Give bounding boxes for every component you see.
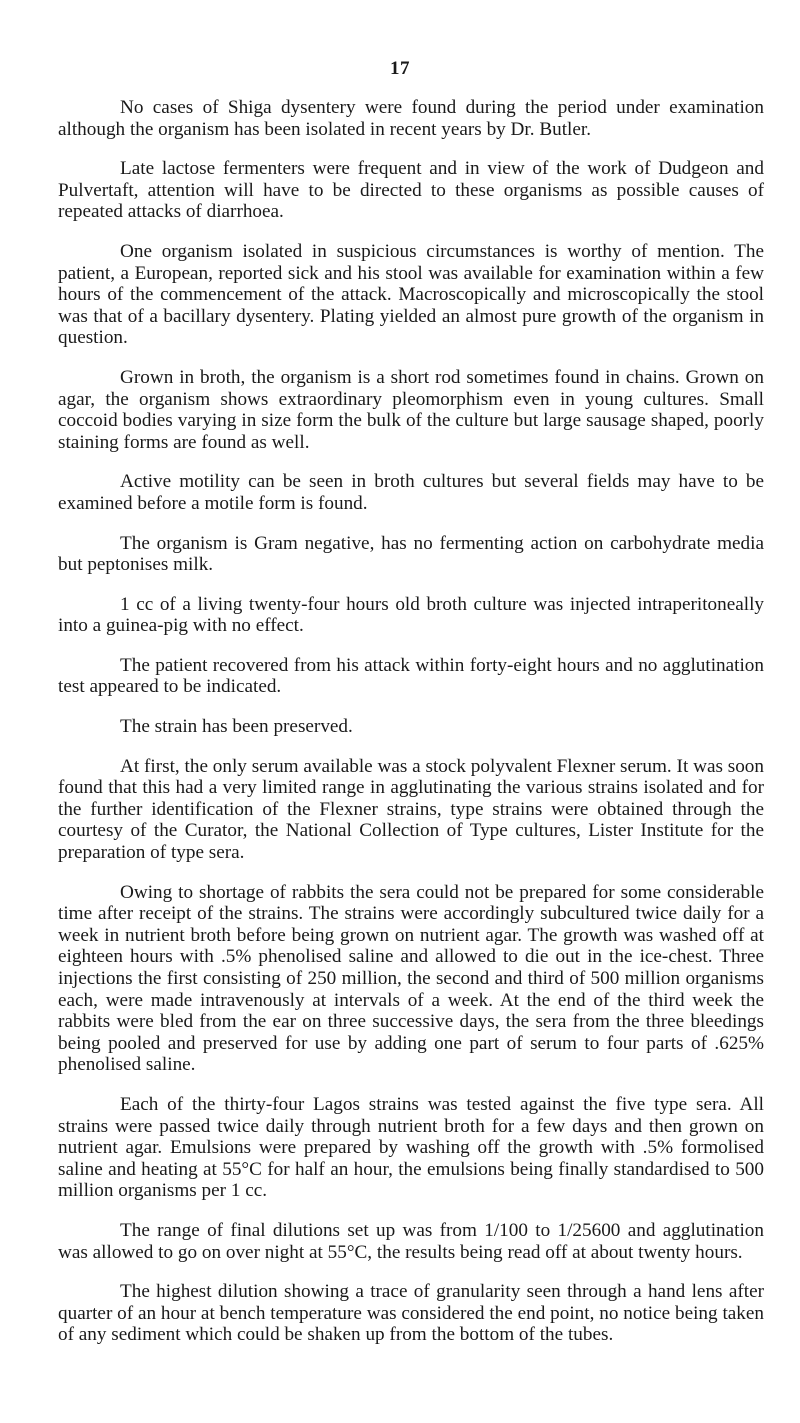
paragraph-strain-preserved: The strain has been preserved. xyxy=(120,716,353,738)
paragraph-dilution-range: The range of final dilutions set up was from 1/100 to 1/25600 and agglutination was allowed to go on over night at 55°C, the results being read off at about twenty hours. xyxy=(58,1219,764,1263)
paragraph-rabbit-sera-preparation: Owing to shortage of rabbits the sera could not be prepared for some considerable time after receipt of the strains. The strains were accordingly subcultured twice daily for a week in nutrient broth before being grown on nutrient agar. The growth was washed off at eighteen hours with .5% phenolised saline and allowed to die out in the ice-chest. Three injections the first consisting of 250 million, the second and third of 500 million organisms each, were made intravenously at intervals of a week. At the end of the third week the rabbits were bled from the ear on three successive days, the sera from the three bleedings being pooled and preserved for use by adding one part of serum to four parts of .625% phenolised saline. xyxy=(58,881,764,1076)
paragraph-broth-and-agar-growth: Grown in broth, the organism is a short rod sometimes found in chains. Grown on agar, the organism shows extraordinary pleomorphism even in young cultures. Small coccoid bodies varying in size form the bulk of the culture but large sausage shaped, poorly staining forms are found as well. xyxy=(58,366,764,453)
paragraph-suspicious-organism: One organism isolated in suspicious circumstances is worthy of mention. The patient, a European, reported sick and his stool was available for examination within a few hours of the commencement of the attack. Macroscopically and microscopically the stool was that of a bacillary dysentery. Plating yielded an almost pure growth of the organism in question. xyxy=(58,240,764,349)
paragraph-gram-negative: The organism is Gram negative, has no fermenting action on carbohydrate media but peptonises milk. xyxy=(58,532,764,576)
paragraph-motility: Active motility can be seen in broth cultures but several fields may have to be examined before a motile form is found. xyxy=(58,471,764,514)
page-number: 17 xyxy=(390,58,410,79)
paragraph-flexner-serum: At first, the only serum available was a stock polyvalent Flexner serum. It was soon found that this had a very limited range in agglutinating the various strains isolated and for the further identification of the Flexner strains, type strains were obtained through the courtesy of the Curator, the National Collection of Type cultures, Lister Institute for the preparation of type sera. xyxy=(58,755,764,864)
paragraph-lagos-strains-testing: Each of the thirty-four Lagos strains was tested against the five type sera. All strains were passed twice daily through nutrient broth for a few days and then grown on nutrient agar. Emulsions were prepared by washing off the growth with .5% formolised saline and heating at 55°C for half an hour, the emulsions being finally standardised to 500 million organisms per 1 cc. xyxy=(58,1093,764,1202)
paragraph-shiga-dysentery: No cases of Shiga dysentery were found during the period under examination although the organism has been isolated in recent years by Dr. Butler. xyxy=(58,97,764,140)
paragraph-guinea-pig-injection: 1 cc of a living twenty-four hours old broth culture was injected intraperitoneally into a guinea-pig with no effect. xyxy=(58,593,764,637)
body-text xyxy=(58,97,764,1364)
paragraph-end-point: The highest dilution showing a trace of granularity seen through a hand lens after quarter of an hour at bench temperature was considered the end point, no notice being taken of any sediment which could be shaken up from the bottom of the tubes. xyxy=(58,1281,764,1346)
paragraph-patient-recovery: The patient recovered from his attack within forty-eight hours and no agglutination test appeared to be indicated. xyxy=(58,654,764,698)
paragraph-late-lactose-fermenters: Late lactose fermenters were frequent and in view of the work of Dudgeon and Pulvertaft, attention will have to be directed to these organisms as possible causes of repeated attacks of diarrhoea. xyxy=(58,158,764,223)
